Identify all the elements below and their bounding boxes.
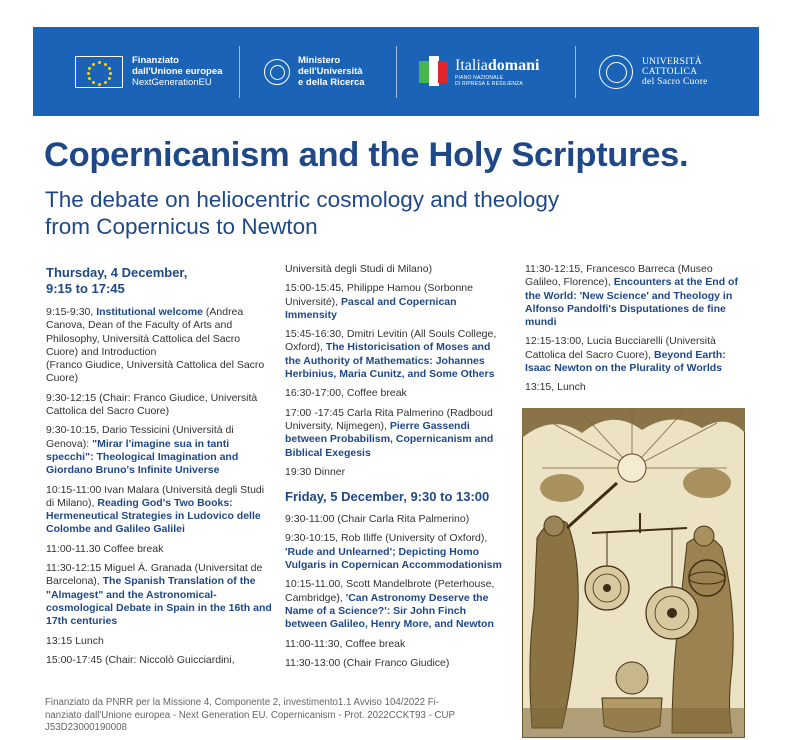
republic-seal-icon (264, 59, 290, 85)
eu-flag-icon (75, 56, 123, 88)
day-heading-thursday: Thursday, 4 December, 9:15 to 17:45 (46, 265, 188, 296)
program-entry: 15:00-15:45, Philippe Hamou (Sorbonne Université), Pascal and Copernican Immensity (285, 282, 473, 321)
program-entry: 11:30-13:00 (Chair Franco Giudice) (285, 656, 450, 669)
eu-line1: Finanziato (132, 55, 179, 66)
program-entry: 9:15-9:30, Institutional welcome (Andrea Canova, Dean of the Faculty of Arts and Philosophy, Università Cattolica del Sacro Cuore) and Introduction (Franco Giudice, Università Cattolica del Sacro Cuore) (46, 306, 265, 385)
program-entry: 9:30-10:15, Dario Tessicini (Università di Genova): "Mirar l'imagine sua in tanti specchi": Theological Imagination and Giordano Bruno's Infinite Universe (46, 424, 239, 477)
funding-footnote: Finanziato da PNRR per la Missione 4, Componente 2, investimento1.1 Avviso 104/2022 Fi- nanziato dall'Unione europea - Next Generation EU. Copernicanism - Prot. 2022CCKT93 - CUP J53D23000190008 (45, 697, 456, 733)
subtitle-line1: The debate on heliocentric cosmology and theology (45, 187, 560, 212)
ucsc-line3: del Sacro Cuore (642, 76, 708, 87)
program-column-3 (525, 263, 747, 401)
ucsc-logo (599, 27, 708, 116)
program-column-2 (285, 263, 507, 676)
program-entry: 9:30-10:15, Rob Iliffe (University of Oxford), 'Rude and Unlearned'; Depicting Homo Vulgaris in Copernican Accommodationism (285, 532, 502, 572)
mur-logo (264, 27, 365, 116)
funding-banner (33, 27, 759, 116)
page-subtitle (45, 186, 685, 240)
program-column-1 (46, 265, 274, 673)
banner-divider (396, 46, 397, 98)
program-entry: 10:15-11:00 Ivan Malara (Università degli Studi di Milano), Reading God's Two Books: Hermeneutical Strategies in Ludovico delle Colombe and Galileo Galilei (46, 483, 265, 536)
eu-logo (75, 27, 222, 116)
program-entry: 11:00-11:30, Coffee break (285, 637, 406, 650)
italy-flag-icon (419, 56, 449, 88)
italia-name-a: Italia (455, 56, 488, 74)
eu-line3: NextGenerationEU (132, 77, 212, 88)
banner-divider (575, 46, 576, 98)
italia-sub2: DI RIPRESA E RESILIENZA (455, 80, 523, 87)
italia-sub1: PIANO NAZIONALE (455, 74, 504, 81)
program-entry: 11:00-11.30 Coffee break (46, 542, 164, 555)
program-entry: 12:15-13:00, Lucia Bucciarelli (Università Cattolica del Sacro Cuore), Beyond Earth: Isaac Newton on the Plurality of Worlds (525, 335, 726, 375)
mur-line1: Ministero (298, 55, 341, 66)
program-entry: 11:30-12:15, Francesco Barreca (Museo Galileo, Florence), Encounters at the End of the World: 'New Science' and Theology in Alfonso Pandolfi's Disputationes de fine mundi (525, 263, 738, 329)
program-entry: 17:00 -17:45 Carla Rita Palmerino (Radboud University, Nijmegen), Pierre Gassendi between Probabilism, Copernicanism and Biblical Exegesis (285, 406, 494, 459)
program-entry: 15:00-17:45 (Chair: Niccolò Guicciardini, (46, 653, 235, 666)
mur-line2: dell'Università (298, 66, 363, 77)
program-entry: 11:30-12:15 Miguel Á. Granada (Universitat de Barcelona), The Spanish Translation of the "Almagest" and the Astronomical-cosmological Debate in Spain in the 16th and 17th centuries (46, 562, 272, 628)
university-seal-icon (599, 55, 633, 89)
day-heading-friday: Friday, 5 December, 9:30 to 13:00 (285, 489, 490, 505)
program-entry: 19:30 Dinner (285, 465, 346, 478)
mur-line3: e della Ricerca (298, 77, 365, 88)
page-title: Copernicanism and the Holy Scriptures. (44, 136, 689, 174)
subtitle-line2: from Copernicus to Newton (45, 214, 318, 239)
program-entry: 9:30-11:00 (Chair Carla Rita Palmerino) (285, 513, 470, 526)
italiadomani-logo (419, 27, 539, 116)
ucsc-line2: CATTOLICA (642, 66, 698, 77)
program-entry: 16:30-17:00, Coffee break (285, 387, 407, 400)
program-entry: 10:15-11.00, Scott Mandelbrote (Peterhouse, Cambridge), 'Can Astronomy Deserve the Name of a Science?': Sir John Finch between Galileo, Henry More, and Newton (285, 578, 495, 631)
program-entry: Università degli Studi di Milano) (285, 263, 433, 275)
program-entry: 9:30-12:15 (Chair: Franco Giudice, Università Cattolica del Sacro Cuore) (46, 391, 258, 418)
banner-divider (239, 46, 240, 98)
italia-name-b: domani (487, 56, 540, 74)
program-entry: 13:15, Lunch (525, 381, 586, 394)
program-entry: 13:15 Lunch (46, 634, 104, 647)
eu-line2: dall'Unione europea (132, 66, 223, 77)
ucsc-line1: UNIVERSITÀ (642, 56, 702, 67)
frontispiece-engraving (522, 408, 745, 738)
program-entry: 15:45-16:30, Dmitri Levitin (All Souls College, Oxford), The Historicisation of Moses and the Authority of Mathematics: Johannes Herbinius, Maria Cunitz, and Some Others (285, 328, 497, 381)
